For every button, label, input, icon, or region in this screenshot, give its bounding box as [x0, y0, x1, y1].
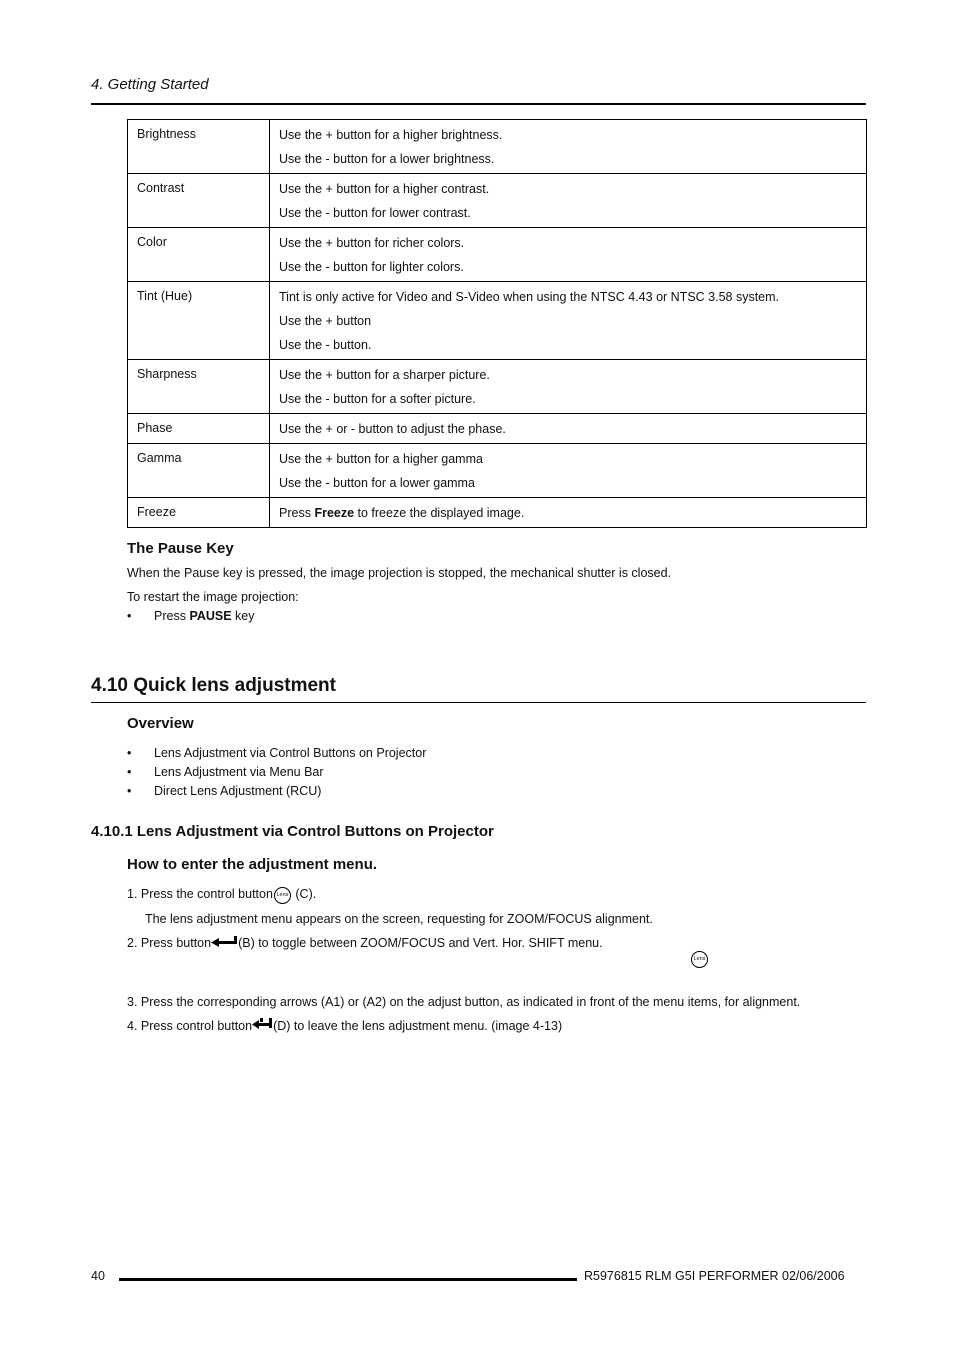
list-item-text: Lens Adjustment via Menu Bar [154, 765, 324, 779]
setting-description [270, 498, 867, 528]
setting-description [270, 228, 867, 282]
list-item-text: Direct Lens Adjustment (RCU) [154, 784, 322, 798]
header-rule [91, 103, 866, 105]
setting-name: Sharpness [128, 360, 270, 414]
description-line: Use the - button for a softer picture. [279, 392, 476, 406]
table-row [128, 120, 867, 174]
enter-arrow-icon [252, 1018, 273, 1033]
description-line: Use the + button for a sharper picture. [279, 368, 490, 382]
setting-description [270, 174, 867, 228]
list-item-pre: Press [154, 609, 190, 623]
setting-name: Phase [128, 414, 270, 444]
step-1-text: 1. Press the control button [127, 887, 273, 901]
setting-name: Tint (Hue) [128, 282, 270, 360]
step-2 [127, 936, 603, 950]
table-row [128, 444, 867, 498]
setting-name: Contrast [128, 174, 270, 228]
lens-button-icon: Lens [274, 887, 291, 904]
step-2-text-end: (B) to toggle between ZOOM/FOCUS and Vert. Hor. SHIFT menu. [238, 936, 603, 950]
setting-name: Freeze [128, 498, 270, 528]
setting-description [270, 444, 867, 498]
settings-table [127, 119, 867, 528]
description-line: Use the - button for lower contrast. [279, 206, 471, 220]
table-row [128, 282, 867, 360]
lens-button-icon: Lens [691, 951, 708, 968]
subsection-title: 4.10.1 Lens Adjustment via Control Buttons on Projector [91, 823, 494, 840]
description-line: Use the - button for a lower brightness. [279, 152, 495, 166]
description-line: Use the + button for a higher contrast. [279, 182, 490, 196]
description-line: Use the - button for a lower gamma [279, 476, 475, 490]
table-row [128, 498, 867, 528]
list-item-text: Lens Adjustment via Control Buttons on Projector [154, 746, 427, 760]
how-to-heading: How to enter the adjustment menu. [127, 856, 378, 873]
setting-description [270, 414, 867, 444]
table-row [128, 228, 867, 282]
description-line: Use the + or - button to adjust the phase. [279, 422, 506, 436]
overview-heading: Overview [127, 715, 194, 732]
pause-key-paragraph: When the Pause key is pressed, the image projection is stopped, the mechanical shutter is closed. [127, 566, 672, 580]
step-1-text-end: (C). [291, 887, 317, 901]
pause-keyword: PAUSE [189, 609, 232, 623]
setting-description [270, 120, 867, 174]
description-line: Use the - button for lighter colors. [279, 260, 464, 274]
step-4-text-end: (D) to leave the lens adjustment menu. (image 4-13) [273, 1019, 563, 1033]
setting-name: Brightness [128, 120, 270, 174]
bullet-marker: • [127, 746, 132, 760]
description-line [279, 505, 857, 521]
bullet-marker: • [127, 784, 132, 798]
step-2-text: 2. Press button [127, 936, 212, 950]
bullet-marker: • [127, 609, 132, 623]
setting-description [270, 360, 867, 414]
document-info: R5976815 RLM G5I PERFORMER 02/06/2006 [584, 1269, 845, 1283]
freeze-keyword: Freeze [314, 506, 355, 520]
running-header: 4. Getting Started [91, 76, 209, 93]
restart-paragraph: To restart the image projection: [127, 590, 299, 604]
description-line: Use the + button for a higher gamma [279, 452, 483, 466]
description-line: Tint is only active for Video and S-Video when using the NTSC 4.43 or NTSC 3.58 system. [279, 290, 780, 304]
list-item-post: key [231, 609, 255, 623]
description-line: Use the + button [279, 314, 372, 328]
step-3: 3. Press the corresponding arrows (A1) or (A2) on the adjust button, as indicated in front of the menu items, for alignment. [127, 995, 801, 1009]
freeze-text-post: to freeze the displayed image. [354, 506, 525, 520]
section-title: 4.10 Quick lens adjustment [91, 675, 336, 696]
enter-arrow-icon [211, 936, 238, 950]
table-row [128, 414, 867, 444]
step-1 [127, 887, 316, 904]
setting-name: Gamma [128, 444, 270, 498]
setting-name: Color [128, 228, 270, 282]
step-4 [127, 1018, 562, 1033]
bullet-marker: • [127, 765, 132, 779]
step-4-text: 4. Press control button [127, 1019, 253, 1033]
list-item-text [154, 609, 255, 623]
section-rule [91, 702, 866, 703]
description-line: Use the + button for richer colors. [279, 236, 465, 250]
step-1-note: The lens adjustment menu appears on the screen, requesting for ZOOM/FOCUS alignment. [145, 912, 653, 926]
freeze-text-pre: Press [279, 506, 315, 520]
description-line: Use the - button. [279, 338, 372, 352]
footer-rule [119, 1278, 577, 1281]
table-row [128, 360, 867, 414]
pause-key-heading: The Pause Key [127, 540, 234, 557]
table-row [128, 174, 867, 228]
page-number: 40 [91, 1269, 105, 1283]
description-line: Use the + button for a higher brightness. [279, 128, 503, 142]
setting-description [270, 282, 867, 360]
